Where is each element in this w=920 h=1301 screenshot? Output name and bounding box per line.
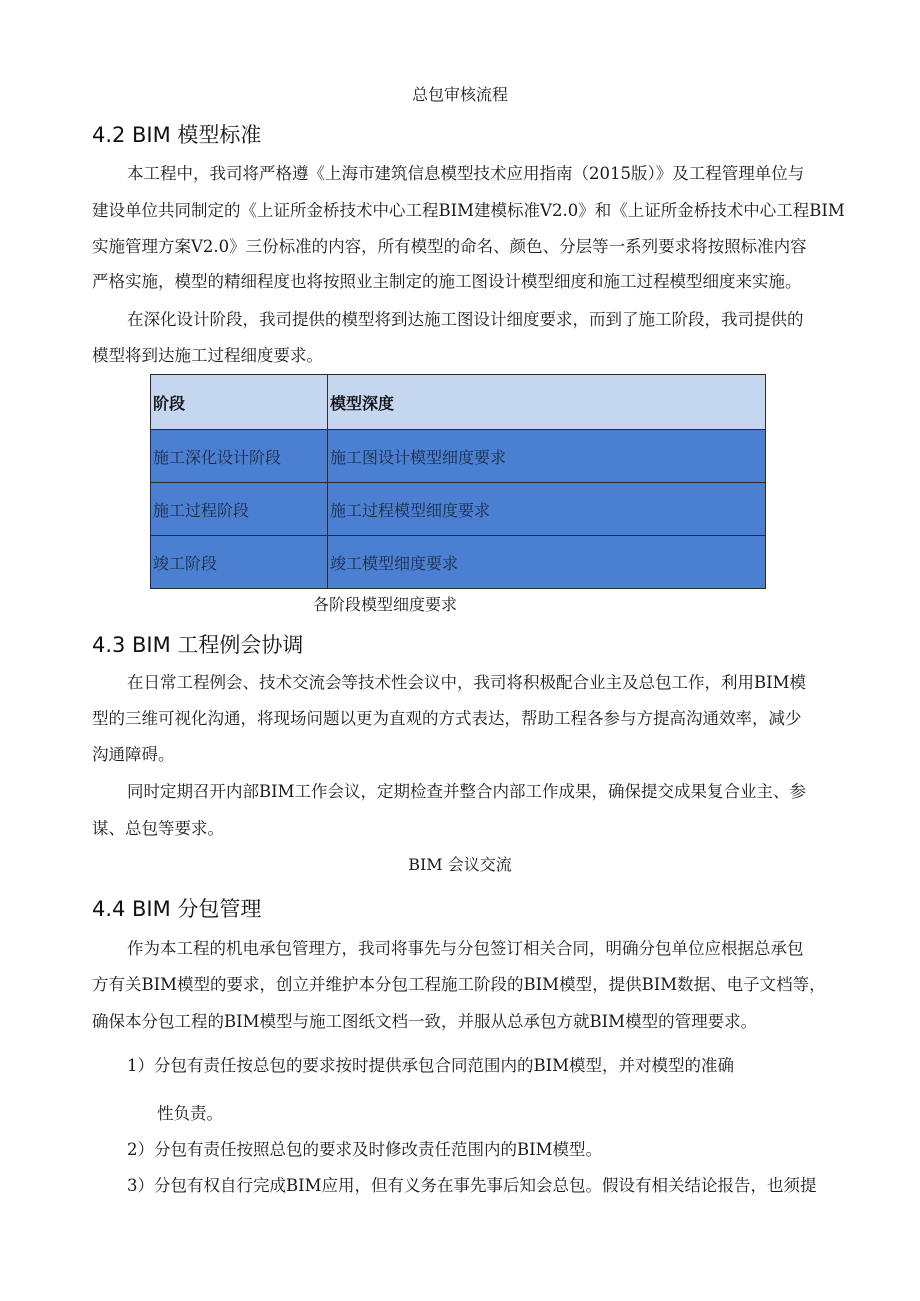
table-row <box>151 430 766 483</box>
paragraph-line: 实施管理方案V2.0》三份标准的内容，所有模型的命名、颜色、分层等一系列要求将按照标准内容 <box>92 237 807 256</box>
caption-bim-meeting: BIM 会议交流 <box>408 855 512 874</box>
table-header-cell: 阶段 <box>151 375 328 430</box>
paragraph-line: 建设单位共同制定的《上证所金桥技术中心工程BIM建模标准V2.0》和《上证所金桥技术中心工程BIM <box>92 201 845 220</box>
table-cell: 施工深化设计阶段 <box>151 430 328 483</box>
table-cell: 竣工模型细度要求 <box>328 536 766 589</box>
paragraph-line: 模型将到达施工过程细度要求。 <box>92 346 323 365</box>
table-cell: 施工过程阶段 <box>151 483 328 536</box>
section-heading-4-2 <box>92 119 261 149</box>
section-title: BIM 模型标准 <box>132 123 262 147</box>
paragraph-line: 作为本工程的机电承包管理方，我司将事先与分包签订相关合同，明确分包单位应根据总承包 <box>127 939 804 958</box>
paragraph-line: 在深化设计阶段，我司提供的模型将到达施工图设计细度要求，而到了施工阶段，我司提供的 <box>127 310 804 329</box>
section-title: BIM 工程例会协调 <box>132 633 304 657</box>
table-cell: 施工图设计模型细度要求 <box>328 430 766 483</box>
table-caption: 各阶段模型细度要求 <box>313 595 458 614</box>
paragraph-line: 型的三维可视化沟通，将现场问题以更为直观的方式表达，帮助工程各参与方提高沟通效率，减少 <box>92 709 802 728</box>
section-heading-4-3 <box>92 629 303 659</box>
paragraph-line: 沟通障碍。 <box>92 745 175 764</box>
section-number: 4.2 <box>92 123 126 147</box>
stage-detail-table <box>150 374 766 589</box>
list-item: 2）分包有责任按照总包的要求及时修改责任范围内的BIM模型。 <box>127 1140 603 1159</box>
paragraph-line: 谋、总包等要求。 <box>92 819 224 838</box>
paragraph-line: 在日常工程例会、技术交流会等技术性会议中，我司将积极配合业主及总包工作，利用BIM模 <box>127 673 807 692</box>
table-cell: 施工过程模型细度要求 <box>328 483 766 536</box>
section-number: 4.3 <box>92 633 126 657</box>
section-heading-4-4 <box>92 893 261 923</box>
paragraph-line: 方有关BIM模型的要求，创立并维护本分包工程施工阶段的BIM模型，提供BIM数据、电子文档等， <box>92 975 826 994</box>
paragraph-line: 同时定期召开内部BIM工作会议，定期检查并整合内部工作成果，确保提交成果复合业主、参 <box>127 782 807 801</box>
table-row <box>151 536 766 589</box>
list-item-continuation: 性负责。 <box>157 1104 223 1123</box>
paragraph-line: 确保本分包工程的BIM模型与施工图纸文档一致，并服从总承包方就BIM模型的管理要求。 <box>92 1012 758 1031</box>
paragraph-line: 本工程中，我司将严格遵《上海市建筑信息模型技术应用指南（2015版）》及工程管理单位与 <box>127 164 805 183</box>
table-row <box>151 483 766 536</box>
caption-review-process: 总包审核流程 <box>411 85 508 104</box>
table-header-row <box>151 375 766 430</box>
section-number: 4.4 <box>92 897 126 921</box>
table-cell: 竣工阶段 <box>151 536 328 589</box>
paragraph-line: 严格实施，模型的精细程度也将按照业主制定的施工图设计模型细度和施工过程模型细度来实施。 <box>92 272 802 291</box>
list-item: 3）分包有权自行完成BIM应用，但有义务在事先事后知会总包。假设有相关结论报告，也须提 <box>127 1176 817 1195</box>
list-item: 1）分包有责任按总包的要求按时提供承包合同范围内的BIM模型，并对模型的准确 <box>127 1056 735 1075</box>
table-header-cell: 模型深度 <box>328 375 766 430</box>
section-title: BIM 分包管理 <box>132 897 262 921</box>
